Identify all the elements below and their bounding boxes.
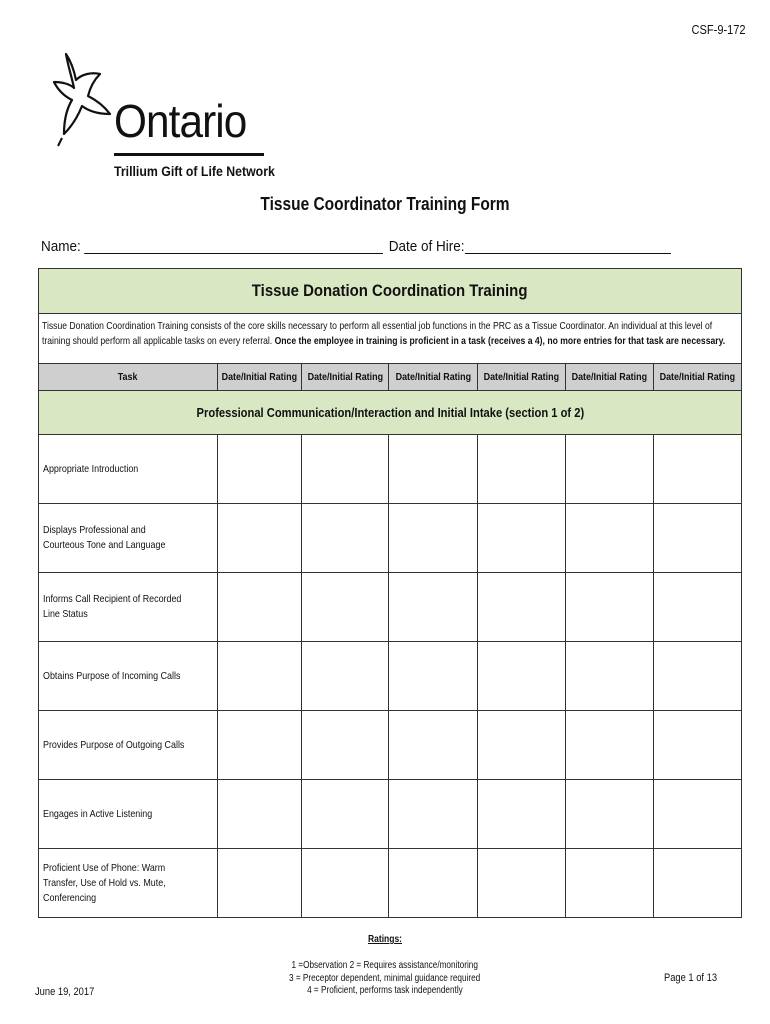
page-title: Tissue Coordinator Training Form	[260, 194, 510, 214]
rating-cell[interactable]	[477, 780, 565, 848]
task-cell	[39, 435, 217, 503]
rating-cell[interactable]	[653, 435, 741, 503]
task-label: Appropriate Introduction	[43, 462, 139, 475]
table-row	[39, 711, 741, 780]
form-code: CSF-9-172	[691, 22, 746, 37]
rating-cell[interactable]	[565, 642, 653, 710]
rating-cell[interactable]	[653, 780, 741, 848]
hire-date-field[interactable]	[465, 238, 671, 254]
rating-cell[interactable]	[388, 780, 477, 848]
task-label: Engages in Active Listening	[43, 807, 153, 820]
rating-cell[interactable]	[388, 849, 477, 917]
task-cell	[39, 849, 217, 917]
task-label: Obtains Purpose of Incoming Calls	[43, 669, 181, 682]
footer-date: June 19, 2017	[35, 986, 95, 998]
task-label: Informs Call Recipient of Recorded Line Status	[43, 593, 182, 620]
page-number: Page 1 of 13	[664, 972, 718, 984]
trillium-icon	[52, 50, 116, 150]
name-label: Name:	[41, 238, 81, 255]
column-header: Date/Initial Rating	[477, 364, 565, 390]
section-intro	[39, 314, 741, 364]
section-heading: Tissue Donation Coordination Training	[39, 269, 741, 314]
rating-cell[interactable]	[565, 504, 653, 572]
ratings-heading: Ratings:	[368, 934, 402, 945]
column-header: Date/Initial Rating	[217, 364, 301, 390]
rating-cell[interactable]	[217, 573, 301, 641]
column-header: Task	[118, 371, 138, 383]
task-label: Provides Purpose of Outgoing Calls	[43, 738, 185, 751]
table-row	[39, 435, 741, 504]
rating-cell[interactable]	[217, 504, 301, 572]
task-label: Proficient Use of Phone: Warm Transfer, Use of Hold vs. Mute, Conferencing	[43, 861, 166, 904]
name-field[interactable]	[84, 238, 383, 254]
rating-cell[interactable]	[477, 849, 565, 917]
rating-cell[interactable]	[565, 849, 653, 917]
rating-cell[interactable]	[388, 573, 477, 641]
column-header-row	[39, 364, 741, 391]
rating-cell[interactable]	[653, 573, 741, 641]
rating-line: 1 =Observation 2 = Requires assistance/monitoring	[291, 960, 479, 971]
rating-cell[interactable]	[217, 435, 301, 503]
name-hire-line	[41, 238, 671, 255]
rating-cell[interactable]	[477, 642, 565, 710]
rating-cell[interactable]	[565, 780, 653, 848]
rating-cell[interactable]	[301, 573, 388, 641]
rating-cell[interactable]	[477, 504, 565, 572]
rating-cell[interactable]	[301, 504, 388, 572]
table-row	[39, 642, 741, 711]
rating-cell[interactable]	[653, 642, 741, 710]
subsection-heading: Professional Communication/Interaction and Initial Intake (section 1 of 2)	[39, 391, 741, 435]
logo-subtitle: Trillium Gift of Life Network	[114, 163, 275, 179]
rating-cell[interactable]	[477, 573, 565, 641]
rating-cell[interactable]	[653, 849, 741, 917]
training-table	[38, 268, 742, 918]
rating-cell[interactable]	[477, 435, 565, 503]
task-cell	[39, 642, 217, 710]
table-row	[39, 504, 741, 573]
rating-cell[interactable]	[565, 435, 653, 503]
table-row	[39, 849, 741, 917]
rating-cell[interactable]	[301, 642, 388, 710]
rating-cell[interactable]	[217, 711, 301, 779]
rating-cell[interactable]	[301, 849, 388, 917]
rating-cell[interactable]	[217, 642, 301, 710]
logo-wordmark: Ontario	[114, 95, 247, 147]
logo-rule	[114, 153, 264, 156]
column-header: Date/Initial Rating	[388, 364, 477, 390]
ontario-logo	[52, 50, 275, 185]
task-label: Displays Professional and Courteous Tone and Language	[43, 524, 166, 551]
rating-cell[interactable]	[388, 435, 477, 503]
rating-cell[interactable]	[477, 711, 565, 779]
table-row	[39, 780, 741, 849]
rating-cell[interactable]	[653, 504, 741, 572]
intro-bold-text: Once the employee in training is proficient in a task (receives a 4), no more entries for that task are necessary.	[274, 335, 726, 347]
rating-cell[interactable]	[653, 711, 741, 779]
task-cell	[39, 780, 217, 848]
column-header: Date/Initial Rating	[301, 364, 388, 390]
task-cell	[39, 504, 217, 572]
table-row	[39, 573, 741, 642]
hire-date-label: Date of Hire:	[388, 238, 465, 255]
rating-cell[interactable]	[565, 573, 653, 641]
rating-cell[interactable]	[217, 780, 301, 848]
rating-cell[interactable]	[301, 780, 388, 848]
column-header: Date/Initial Rating	[653, 364, 741, 390]
rating-cell[interactable]	[217, 849, 301, 917]
task-cell	[39, 711, 217, 779]
rating-cell[interactable]	[388, 711, 477, 779]
rating-cell[interactable]	[301, 711, 388, 779]
column-header: Date/Initial Rating	[565, 364, 653, 390]
rating-line: 3 = Preceptor dependent, minimal guidance required	[289, 972, 481, 984]
rating-cell[interactable]	[388, 642, 477, 710]
rating-cell[interactable]	[301, 435, 388, 503]
task-cell	[39, 573, 217, 641]
rating-cell[interactable]	[388, 504, 477, 572]
rating-line: 4 = Proficient, performs task independently	[307, 985, 463, 996]
intro-text: Tissue Donation Coordination Training consists of the core skills necessary to perform all essential job functions in the PRC as a Tissue Coordinator. An individual at this level of training should perform all applicable tasks on every referral.	[42, 320, 713, 347]
rating-cell[interactable]	[565, 711, 653, 779]
